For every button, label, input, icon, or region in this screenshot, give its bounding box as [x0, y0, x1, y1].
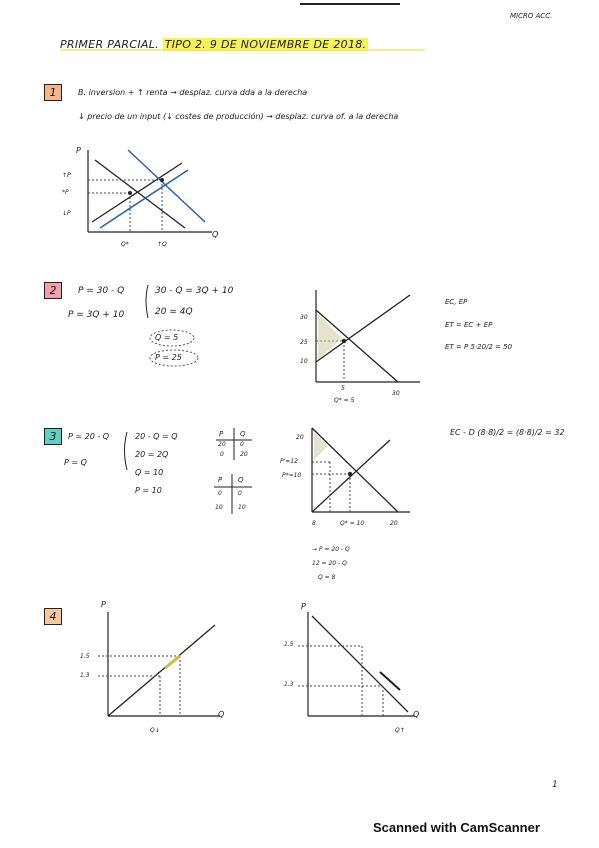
- q3-ytick-1: 20: [296, 434, 304, 441]
- q3-table1-r2c2: 20: [240, 451, 248, 458]
- q3-table1-r1c2: 0: [240, 441, 244, 448]
- q3-table2-header-p: P: [218, 476, 223, 484]
- q3-table2-r1c1: 0: [218, 490, 222, 497]
- question-2-badge: 2: [44, 282, 62, 299]
- q1-shifted-demand: [128, 150, 205, 222]
- q2-result-circle-1: [150, 330, 194, 346]
- q3-brace: [125, 432, 128, 470]
- q1-axis-q: Q: [212, 230, 219, 239]
- q3-table2-r2c1: 10: [215, 504, 223, 511]
- q3-graph: [312, 428, 410, 512]
- q3-below-1: → P = 20 - Q: [312, 546, 350, 553]
- q1-xtick-2: ↑Q: [157, 241, 167, 248]
- q4l-highlight: [165, 656, 180, 668]
- q4-right-axis-q: Q: [413, 710, 420, 719]
- q3-step-1: 20 - Q = Q: [135, 432, 178, 441]
- q2-x-caption: Q* = 5: [334, 397, 355, 404]
- question-4-badge: 4: [44, 608, 62, 625]
- q2-brace: [146, 285, 148, 318]
- q2-note-3: ET = P 5·20/2 = 50: [445, 343, 513, 351]
- q2-note-1: EC, EP: [445, 298, 468, 306]
- q3-table2-header-q: Q: [238, 476, 244, 484]
- q2-ytick-1: 30: [300, 314, 308, 321]
- q2-graph: [316, 290, 420, 382]
- course-label: MICRO ACC.: [510, 12, 553, 20]
- page-number: 1: [552, 780, 558, 790]
- q2-step-2: 20 = 4Q: [155, 307, 193, 317]
- scanner-footer: Scanned with CamScanner: [373, 820, 540, 835]
- q4-left-xtick: Q↓: [150, 727, 160, 734]
- q4l-supply: [108, 625, 215, 716]
- q3-step-3: Q = 10: [135, 468, 164, 477]
- q4-left-graph: [98, 612, 220, 716]
- q2-eq-1: P = 30 - Q: [78, 286, 125, 296]
- title-prefix: PRIMER PARCIAL.: [60, 38, 159, 51]
- q4-right-xtick: Q↑: [395, 727, 405, 734]
- q3-xtick-3: 20: [390, 520, 398, 527]
- q4-right-ytick-2: 1.3: [284, 681, 294, 688]
- q2-eq-point: [342, 339, 346, 343]
- q3-supply: [312, 440, 390, 512]
- q4-left-axis-q: Q: [218, 710, 225, 719]
- q2-surplus-shade: [318, 314, 342, 360]
- q1-line-2: ↓ precio de un input (↓ costes de producción) → desplaz. curva of. a la derecha: [78, 112, 399, 121]
- question-3-badge: 3: [44, 428, 62, 445]
- q4-right-ytick-1: 1.5: [284, 641, 294, 648]
- q2-eq-2: P = 3Q + 10: [68, 310, 125, 320]
- question-1-badge: 1: [44, 84, 62, 101]
- q3-eq-point: [348, 472, 352, 476]
- q2-result-p: P = 25: [155, 353, 182, 362]
- q2-ytick-3: 10: [300, 358, 308, 365]
- q3-eq-2: P = Q: [64, 458, 87, 467]
- q2-ytick-2: 25: [300, 339, 308, 346]
- q3-ytick-2: P'=12: [280, 458, 298, 465]
- q3-ytick-3: P*=10: [282, 472, 302, 479]
- q2-note-2: ET = EC + EP: [445, 321, 493, 329]
- q4r-demand: [312, 616, 408, 712]
- q3-table1-header-q: Q: [240, 430, 246, 438]
- q2-step-1: 30 - Q = 3Q + 10: [155, 286, 234, 296]
- title-type: TIPO 2: [164, 38, 203, 51]
- q3-note: EC - D (8·8)/2 = (8·8)/2 = 32: [450, 428, 565, 437]
- q3-step-4: P = 10: [135, 486, 162, 495]
- q3-table2-r2c2: 10: [238, 504, 246, 511]
- q3-eq-1: P = 20 - Q: [68, 432, 110, 441]
- q3-table1-r1c1: 20: [218, 441, 226, 448]
- q1-line-1: B. inversion + ↑ renta → desplaz. curva dda a la derecha: [78, 88, 308, 97]
- q3-step-2: 20 = 2Q: [135, 450, 169, 459]
- q4-left-axis-p: P: [101, 600, 106, 609]
- q3-table1-r2c1: 0: [220, 451, 224, 458]
- q3-table2-r1c2: 0: [238, 490, 242, 497]
- q3-table1-header-p: P: [219, 430, 224, 438]
- q3-xtick-1: 8: [312, 520, 316, 527]
- q1-ytick-3: ↓P: [62, 210, 71, 217]
- q3-below-3: Q = 8: [318, 574, 336, 581]
- q2-xtick-1: 5: [341, 385, 345, 392]
- q1-xtick-1: Q*: [121, 241, 129, 248]
- q3-xtick-2: Q* = 10: [340, 520, 365, 527]
- q1-shifted-supply: [100, 170, 188, 228]
- q1-eq-point: [128, 191, 132, 195]
- q2-xtick-2: 30: [392, 390, 400, 397]
- q4-left-ytick-2: 1.3: [80, 672, 90, 679]
- q1-eq-point-2: [160, 178, 164, 182]
- q1-axis-p: P: [76, 146, 81, 155]
- q4-right-axis-p: P: [301, 602, 306, 611]
- q4-left-ytick-1: 1.5: [80, 653, 90, 660]
- q2-result-q: Q = 5: [155, 333, 179, 342]
- title-date: . 9 DE NOVIEMBRE DE 2018.: [202, 38, 367, 51]
- q2-result-circle-2: [150, 350, 198, 366]
- q1-ytick-2: *P: [62, 189, 69, 196]
- q1-ytick-1: ↑P: [62, 172, 71, 179]
- q1-graph: [88, 150, 212, 232]
- q3-below-2: 12 = 20 - Q: [312, 560, 347, 567]
- q4-right-graph: [298, 612, 415, 716]
